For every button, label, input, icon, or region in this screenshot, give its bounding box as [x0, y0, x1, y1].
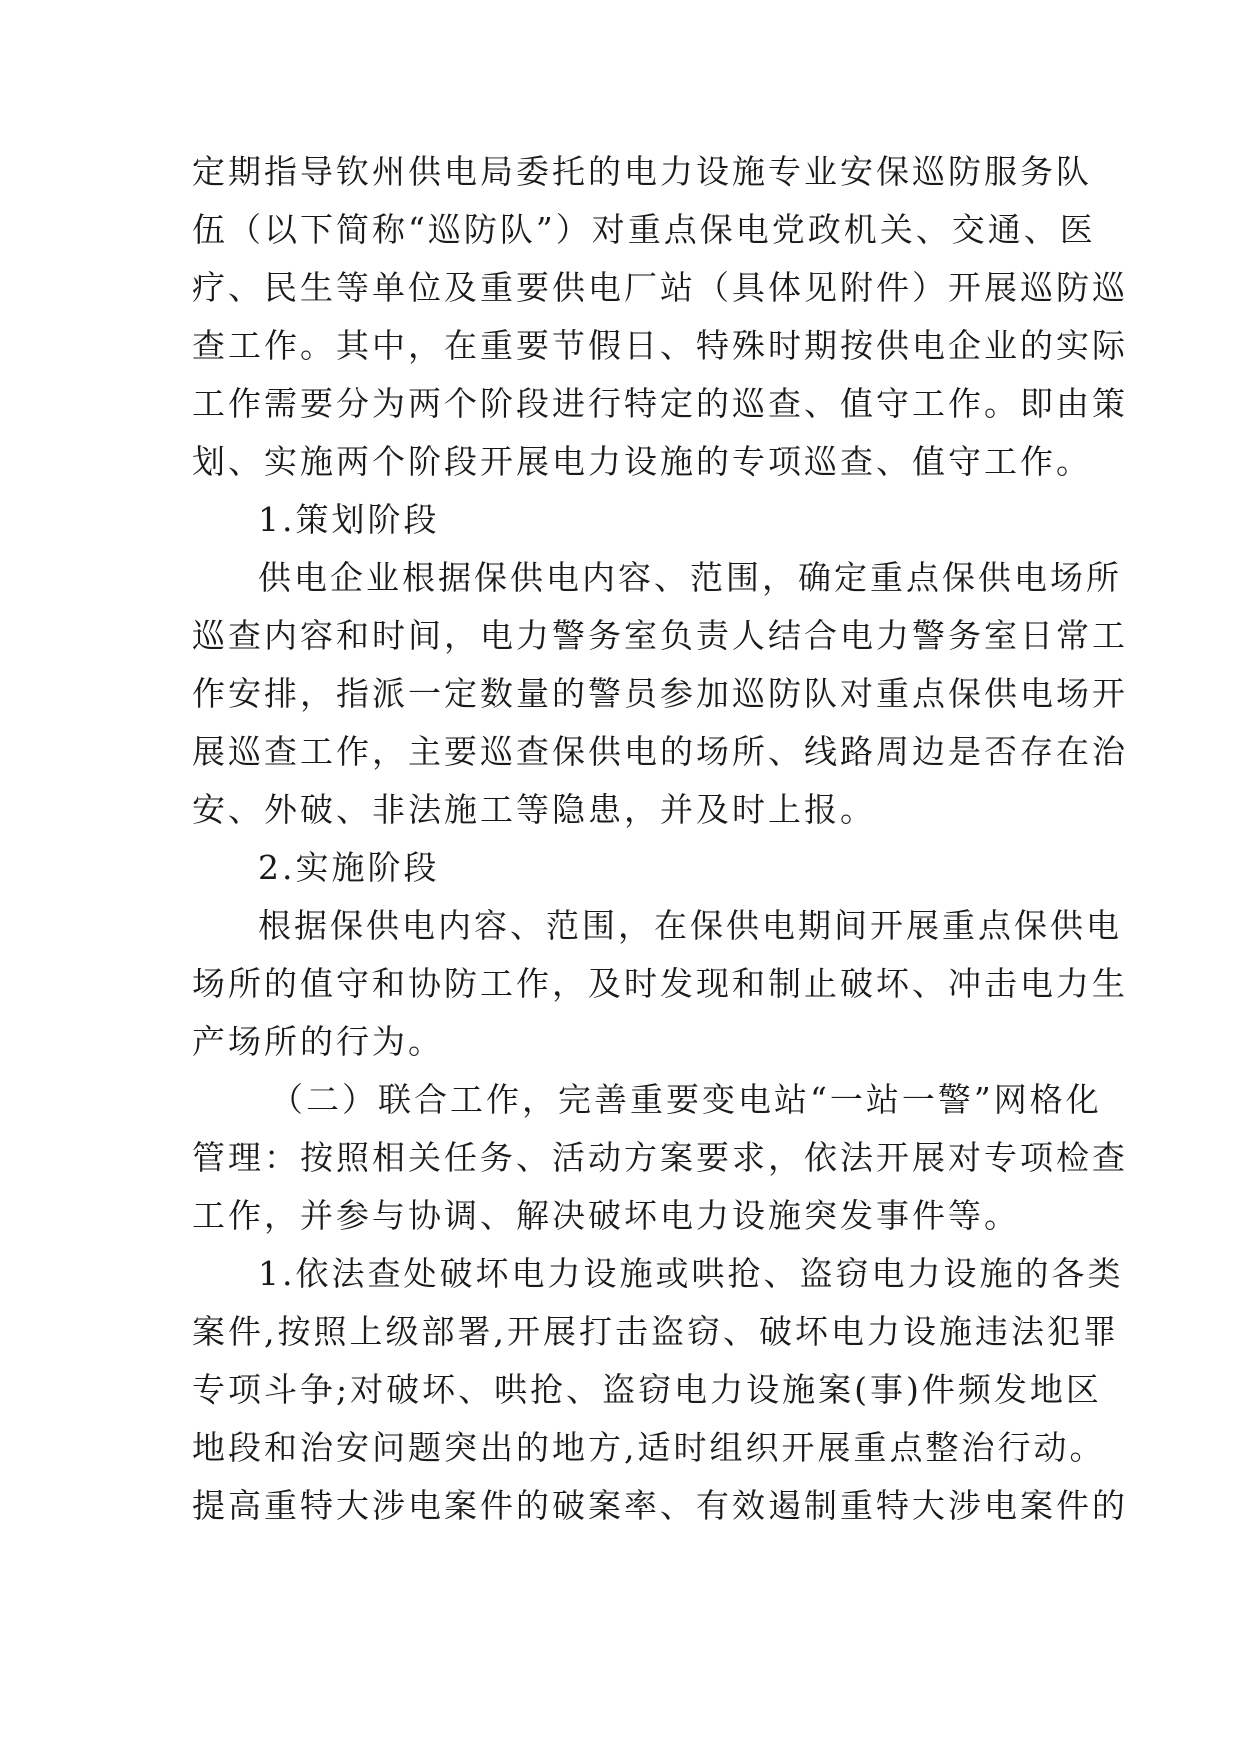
paragraph-line: 展巡查工作，主要巡查保供电的场所、线路周边是否存在治 [192, 732, 1128, 771]
paragraph-line: 提高重特大涉电案件的破案率、有效遏制重特大涉电案件的 [192, 1486, 1128, 1525]
paragraph-line: 管理：按照相关任务、活动方案要求，依法开展对专项检查 [192, 1138, 1128, 1177]
paragraph-line: 工作，并参与协调、解决破坏电力设施突发事件等。 [192, 1196, 1020, 1235]
paragraph-line: 供电企业根据保供电内容、范围，确定重点保供电场所 [258, 558, 1122, 597]
paragraph-line: 工作需要分为两个阶段进行特定的巡查、值守工作。即由策 [192, 384, 1128, 423]
paragraph-line: 专项斗争;对破坏、哄抢、盗窃电力设施案(事)件频发地区 [192, 1370, 1102, 1409]
paragraph-line: 1.依法查处破坏电力设施或哄抢、盗窃电力设施的各类 [258, 1254, 1124, 1293]
paragraph-line: 场所的值守和协防工作，及时发现和制止破坏、冲击电力生 [192, 964, 1128, 1003]
section-heading: 2.实施阶段 [258, 848, 440, 887]
paragraph-line: 根据保供电内容、范围，在保供电期间开展重点保供电 [258, 906, 1122, 945]
paragraph-line: 定期指导钦州供电局委托的电力设施专业安保巡防服务队 [192, 152, 1092, 191]
paragraph-line: 安、外破、非法施工等隐患，并及时上报。 [192, 790, 876, 829]
section-heading: （二）联合工作，完善重要变电站“一站一警”网格化 [270, 1080, 1102, 1119]
paragraph-line: 作安排，指派一定数量的警员参加巡防队对重点保供电场开 [192, 674, 1128, 713]
paragraph-line: 伍（以下简称“巡防队”）对重点保电党政机关、交通、医 [192, 210, 1096, 249]
section-heading: 1.策划阶段 [258, 500, 440, 539]
paragraph-line: 查工作。其中，在重要节假日、特殊时期按供电企业的实际 [192, 326, 1128, 365]
paragraph-line: 划、实施两个阶段开展电力设施的专项巡查、值守工作。 [192, 442, 1092, 481]
paragraph-line: 案件,按照上级部署,开展打击盗窃、破坏电力设施违法犯罪 [192, 1312, 1119, 1351]
paragraph-line: 疗、民生等单位及重要供电厂站（具体见附件）开展巡防巡 [192, 268, 1128, 307]
paragraph-line: 巡查内容和时间，电力警务室负责人结合电力警务室日常工 [192, 616, 1128, 655]
paragraph-line: 地段和治安问题突出的地方,适时组织开展重点整治行动。 [192, 1428, 1106, 1467]
paragraph-line: 产场所的行为。 [192, 1022, 444, 1061]
